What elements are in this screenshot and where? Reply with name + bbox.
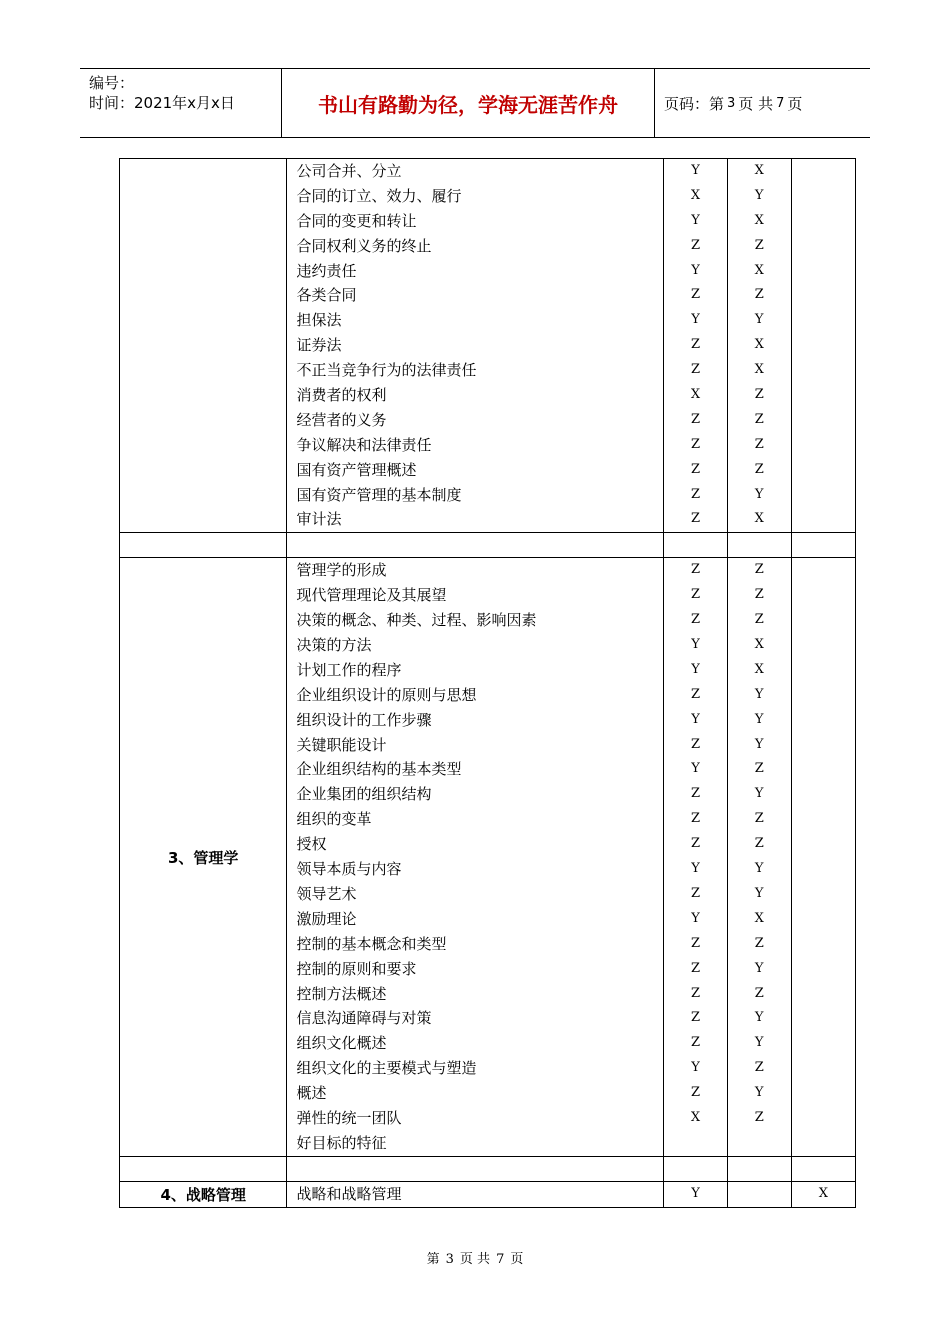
mark-b: Z [754, 836, 764, 852]
mark-b [728, 1182, 791, 1207]
topic-line: 不正当竞争行为的法律责任 [296, 361, 477, 380]
page-suffix: 页 [787, 94, 803, 113]
mark-a: Z [691, 562, 701, 578]
mark-b: Z [754, 612, 764, 628]
mark-c [792, 982, 855, 1007]
topic-line: 控制的基本概念和类型 [296, 934, 447, 953]
footer-page-total: 7 [496, 1252, 505, 1267]
topic-line: 现代管理理论及其展望 [296, 586, 447, 605]
mark-a: Z [691, 411, 701, 427]
footer-prefix: 第 [426, 1252, 440, 1267]
topic-line: 担保法 [296, 311, 342, 330]
spacer-row [120, 533, 856, 558]
topic-line: 企业组织设计的原则与思想 [296, 685, 477, 704]
mark-a: Y [691, 312, 700, 328]
mark-c [792, 1006, 855, 1031]
mark-c [792, 658, 855, 683]
mark-a: Z [691, 836, 701, 852]
topic-line: 决策的概念、种类、过程、影响因素 [296, 611, 537, 630]
page-header [80, 68, 870, 138]
mark-c [792, 308, 855, 333]
mark-column-c [791, 1181, 855, 1207]
mark-b: Y [754, 1010, 764, 1026]
mark-c [792, 433, 855, 458]
empty-cell [664, 1156, 727, 1181]
mark-c [792, 807, 855, 832]
topic-line: 合同的订立、效力、履行 [296, 186, 462, 205]
topic-line: 消费者的权利 [296, 386, 387, 405]
section-row-strategy [120, 1181, 856, 1207]
mark-c [792, 483, 855, 508]
mark-c [792, 1131, 855, 1156]
mark-c [792, 507, 855, 532]
topic-line: 证券法 [296, 336, 342, 355]
topic-line: 弹性的统一团队 [296, 1108, 402, 1127]
mark-b: Z [754, 761, 764, 777]
mark-b: Z [754, 287, 764, 303]
syllabus-table [119, 158, 856, 1208]
mark-c [792, 683, 855, 708]
mark-b: Z [754, 461, 764, 477]
mark-a: Z [691, 786, 701, 802]
mark-column-b [727, 159, 791, 533]
mark-column-b [727, 1181, 791, 1207]
topic-line: 领导本质与内容 [296, 860, 402, 879]
mark-a: Z [691, 511, 701, 527]
mark-a: Y [691, 910, 700, 926]
page-footer [0, 1248, 950, 1267]
topic-line: 国有资产管理概述 [296, 460, 417, 479]
mark-a: Z [691, 985, 701, 1001]
mark-a: Z [691, 587, 701, 603]
page-number: 3 [727, 95, 736, 111]
mark-b [728, 1131, 791, 1156]
topic-line: 控制方法概述 [296, 984, 387, 1003]
mark-b: Y [754, 1035, 764, 1051]
mark-c [792, 757, 855, 782]
mark-a: Z [691, 1085, 701, 1101]
mark-b: Z [754, 237, 764, 253]
mark-b: Y [754, 312, 764, 328]
topic-line: 关键职能设计 [296, 735, 387, 754]
mark-b: Y [754, 686, 764, 702]
mark-a [664, 1131, 726, 1156]
mark-b: Z [754, 411, 764, 427]
mark-column-b [727, 558, 791, 1156]
topic-line: 争议解决和法律责任 [296, 435, 432, 454]
page-prefix: 页码：第 [664, 94, 725, 113]
mark-c [792, 458, 855, 483]
mark-b: X [754, 661, 764, 677]
category-cell: 3、管理学 [120, 558, 287, 1156]
mark-b: Y [754, 187, 764, 203]
mark-b: X [754, 262, 764, 278]
mark-column-a [664, 558, 727, 1156]
mark-c [792, 932, 855, 957]
mark-a: Y [691, 262, 700, 278]
mark-c [792, 957, 855, 982]
mark-b: Y [754, 736, 764, 752]
mark-b: Y [754, 711, 764, 727]
mark-c [792, 733, 855, 758]
mark-a: Z [691, 461, 701, 477]
mark-a: Y [691, 711, 700, 727]
mark-b: Z [754, 562, 764, 578]
empty-cell [664, 533, 727, 558]
topic-line: 经营者的义务 [296, 410, 387, 429]
mark-a: Y [691, 661, 700, 677]
topic-line: 合同的变更和转让 [296, 211, 417, 230]
mark-b: Y [754, 885, 764, 901]
category-cell [120, 159, 287, 533]
empty-cell [791, 1156, 855, 1181]
mark-c: X [818, 1185, 829, 1201]
mark-a: Z [691, 486, 701, 502]
mark-a: Z [691, 1010, 701, 1026]
time-label: 时间：2021年x月x日 [89, 94, 235, 112]
mark-a: Z [691, 362, 701, 378]
topic-line: 组织设计的工作步骤 [296, 710, 432, 729]
mark-b: Y [754, 786, 764, 802]
mark-b: Z [754, 387, 764, 403]
topic-line: 企业集团的组织结构 [296, 785, 432, 804]
mark-c [792, 608, 855, 633]
mark-b: Y [754, 1085, 764, 1101]
mark-c [792, 1031, 855, 1056]
empty-cell [287, 1156, 664, 1181]
topic-line: 激励理论 [296, 909, 357, 928]
footer-page-number: 3 [445, 1252, 454, 1267]
mark-a: Y [691, 1185, 700, 1201]
mark-column-c [791, 558, 855, 1156]
topic-line: 控制的原则和要求 [296, 959, 417, 978]
mark-a: X [690, 187, 701, 203]
topics-cell [287, 159, 664, 533]
mark-a: Y [691, 1060, 700, 1076]
mark-column-a [664, 159, 727, 533]
mark-a: Z [691, 736, 701, 752]
header-motto: 书山有路勤为径，学海无涯苦作舟 [281, 69, 655, 137]
mark-c [792, 1081, 855, 1106]
mark-b: Z [754, 811, 764, 827]
topic-line: 合同权利义务的终止 [296, 236, 432, 255]
mark-b: X [754, 212, 764, 228]
spacer-row [120, 1156, 856, 1181]
mark-a: Z [691, 612, 701, 628]
mark-b: Z [754, 1109, 764, 1125]
mark-column-c [791, 159, 855, 533]
mark-a: Y [691, 761, 700, 777]
topic-line: 信息沟通障碍与对策 [296, 1009, 432, 1028]
section-row [120, 159, 856, 533]
mark-c [792, 408, 855, 433]
header-meta [80, 69, 280, 137]
mark-b: Y [754, 486, 764, 502]
mark-c [792, 358, 855, 383]
mark-c [792, 1106, 855, 1131]
topic-line: 授权 [296, 835, 327, 854]
mark-a: Z [691, 287, 701, 303]
mark-a: Z [691, 1035, 701, 1051]
mark-a: Y [691, 861, 700, 877]
empty-cell [791, 533, 855, 558]
mark-b: X [754, 337, 764, 353]
header-page-info [655, 69, 870, 137]
mark-a: Z [691, 337, 701, 353]
mark-b: X [754, 163, 764, 178]
mark-c [792, 907, 855, 932]
mark-c [792, 283, 855, 308]
mark-b: Z [754, 436, 764, 452]
mark-column-a [664, 1181, 727, 1207]
topic-line: 各类合同 [296, 286, 357, 305]
page-mid: 页 共 [738, 94, 774, 113]
mark-c [792, 583, 855, 608]
empty-cell [727, 1156, 791, 1181]
topic-line: 组织的变革 [296, 810, 372, 829]
mark-a: X [690, 1109, 701, 1125]
topic-line: 概述 [296, 1084, 327, 1103]
topic-line: 领导艺术 [296, 884, 357, 903]
mark-c [792, 832, 855, 857]
mark-c [792, 782, 855, 807]
mark-b: Y [754, 861, 764, 877]
mark-b: X [754, 362, 764, 378]
topic-line: 国有资产管理的基本制度 [296, 485, 462, 504]
mark-c [792, 184, 855, 209]
mark-c [792, 383, 855, 408]
mark-c [792, 259, 855, 284]
mark-a: Z [691, 811, 701, 827]
empty-cell [287, 533, 664, 558]
mark-b: Z [754, 985, 764, 1001]
mark-c [792, 558, 855, 583]
mark-a: Z [691, 935, 701, 951]
mark-c [792, 159, 855, 184]
category-cell: 4、战略管理 [120, 1181, 287, 1207]
mark-a: Z [691, 237, 701, 253]
topic-line: 决策的方法 [296, 636, 372, 655]
topic-line: 审计法 [296, 510, 342, 529]
empty-cell [120, 533, 287, 558]
footer-mid: 页 共 [459, 1252, 491, 1267]
page-total: 7 [776, 95, 785, 111]
topic-line: 企业组织结构的基本类型 [296, 760, 462, 779]
mark-b: Z [754, 587, 764, 603]
mark-a: Z [691, 885, 701, 901]
footer-suffix: 页 [510, 1252, 524, 1267]
mark-b: X [754, 910, 764, 926]
section-row [120, 558, 856, 1156]
topic-line: 违约责任 [296, 261, 357, 280]
mark-a: Z [691, 686, 701, 702]
mark-b: Z [754, 935, 764, 951]
topic-line: 公司合并、分立 [296, 162, 402, 180]
mark-a: Y [691, 637, 700, 653]
mark-c [792, 1056, 855, 1081]
mark-c [792, 234, 855, 259]
mark-c [792, 633, 855, 658]
mark-b: Z [754, 1060, 764, 1076]
topics-cell [287, 1181, 664, 1207]
topics-cell [287, 558, 664, 1156]
number-label: 编号： [89, 74, 135, 92]
empty-cell [120, 1156, 287, 1181]
topic-line: 战略和战略管理 [296, 1184, 402, 1203]
topic-line: 好目标的特征 [296, 1133, 387, 1152]
topic-line: 计划工作的程序 [296, 660, 402, 679]
mark-b: X [754, 511, 764, 527]
topic-line: 管理学的形成 [296, 561, 387, 580]
empty-cell [727, 533, 791, 558]
mark-c [792, 882, 855, 907]
mark-a: Z [691, 960, 701, 976]
mark-b: X [754, 637, 764, 653]
mark-c [792, 857, 855, 882]
mark-a: Y [691, 163, 700, 178]
mark-c [792, 333, 855, 358]
topic-line: 组织文化概述 [296, 1034, 387, 1053]
mark-b: Y [754, 960, 764, 976]
mark-a: Y [691, 212, 700, 228]
mark-a: X [690, 387, 701, 403]
mark-c [792, 209, 855, 234]
mark-c [792, 708, 855, 733]
mark-a: Z [691, 436, 701, 452]
topic-line: 组织文化的主要模式与塑造 [296, 1059, 477, 1078]
